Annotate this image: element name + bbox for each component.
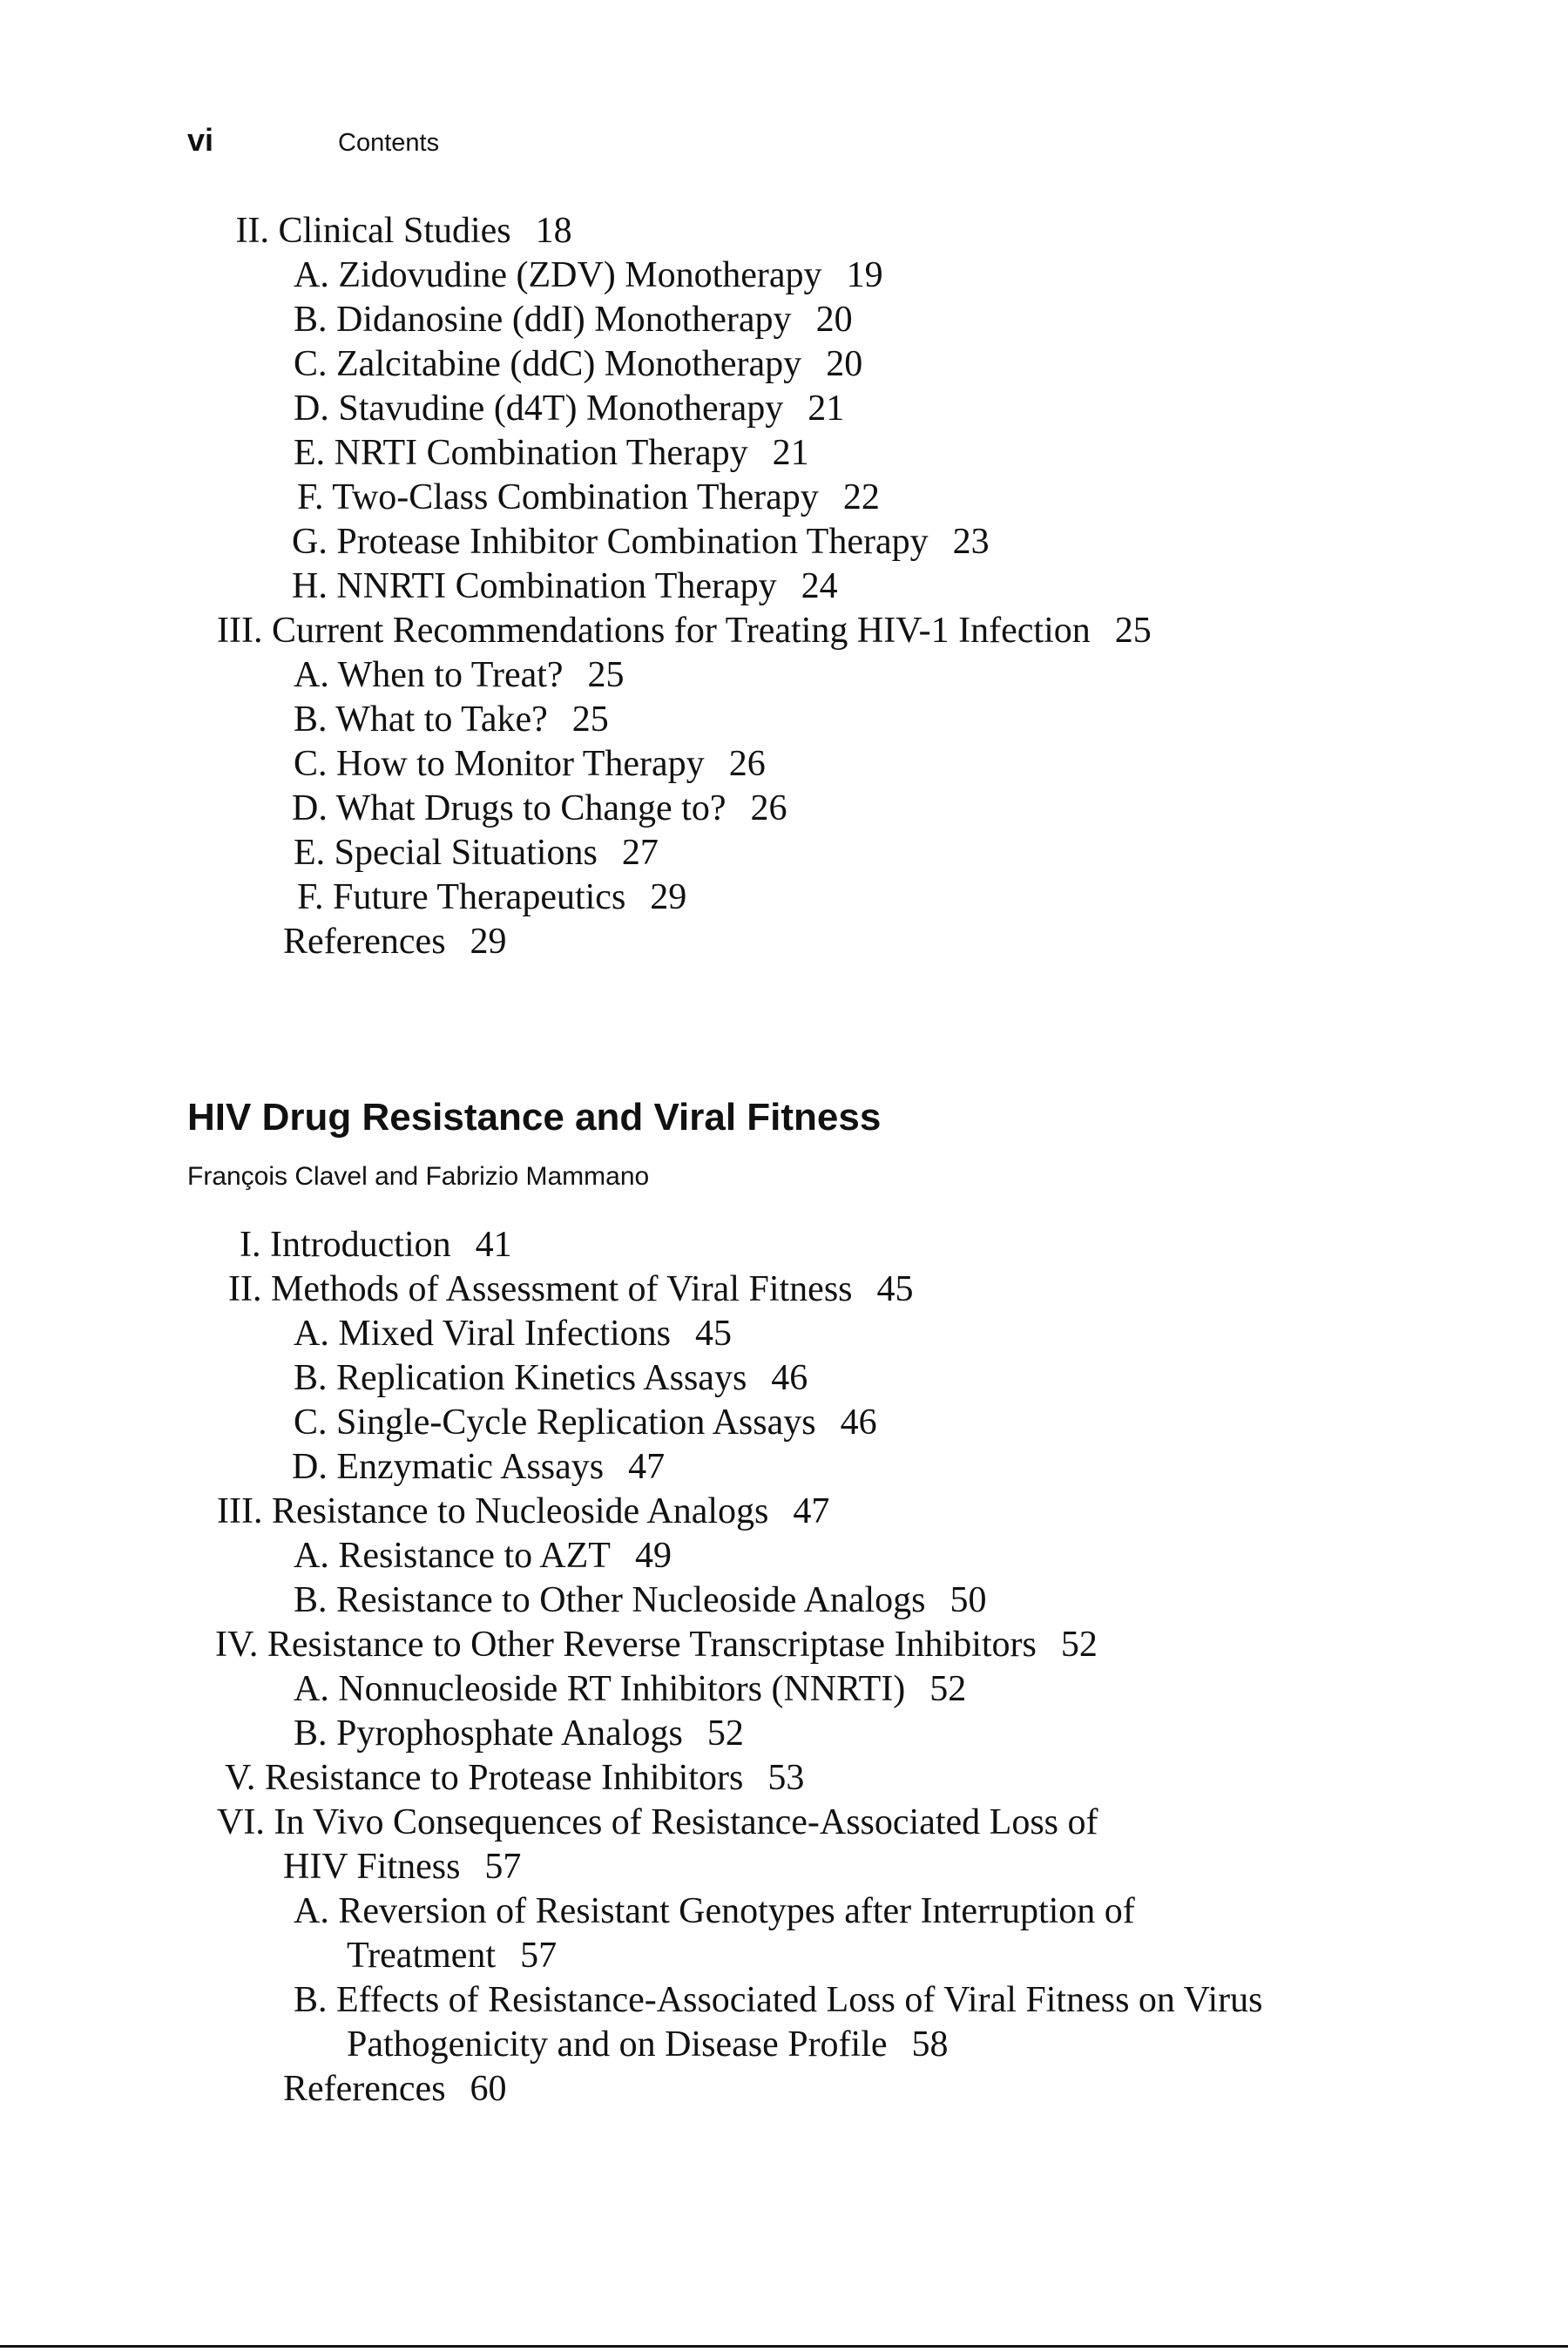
toc-page: 19 [846, 255, 883, 295]
toc-row [215, 1626, 1098, 1663]
toc-page: 26 [728, 744, 766, 784]
toc-title: Pyrophosphate Analogs [336, 1713, 683, 1754]
toc-title: References [283, 2069, 446, 2109]
toc-title: Mixed Viral Infections [338, 1314, 671, 1354]
toc-number: V. [225, 1758, 256, 1798]
toc-number: B. [294, 1980, 328, 2020]
toc-row [240, 1227, 512, 1263]
toc-title: Resistance to Protease Inhibitors [264, 1758, 744, 1798]
toc-page: 60 [470, 2069, 507, 2109]
toc-number: F. [297, 477, 324, 517]
toc-number: D. [292, 788, 328, 828]
toc-title: Didanosine (ddI) Monotherapy [336, 300, 792, 340]
toc-row [294, 1538, 672, 1574]
page-number-label: vi [187, 122, 214, 158]
toc-number: E. [294, 833, 326, 873]
toc-number: III. [217, 611, 263, 651]
toc-title: Reversion of Resistant Genotypes after Interruption of [338, 1891, 1135, 1931]
toc-row [294, 1715, 744, 1752]
toc-number: B. [294, 700, 328, 740]
toc-number: III. [217, 1491, 263, 1531]
toc-number: I. [240, 1225, 261, 1265]
toc-page: 52 [929, 1669, 967, 1709]
toc-row [294, 346, 862, 382]
toc-page: 25 [571, 700, 609, 740]
toc-row [283, 2071, 507, 2107]
toc-title: Protease Inhibitor Combination Therapy [336, 522, 929, 562]
toc-number: IV. [215, 1625, 259, 1665]
toc-number: D. [292, 1447, 328, 1487]
toc-number: VI. [217, 1802, 265, 1842]
toc-page: 22 [842, 477, 880, 517]
toc-page: 25 [587, 655, 625, 695]
toc-number: C. [294, 1402, 328, 1443]
toc-row [294, 390, 844, 427]
toc-page: 20 [815, 300, 853, 340]
toc-row [294, 1404, 877, 1441]
toc-row [292, 524, 990, 560]
toc-title: Nonnucleoside RT Inhibitors (NNRTI) [338, 1669, 906, 1709]
toc-page: 46 [771, 1358, 808, 1398]
toc-row [294, 746, 766, 782]
toc-number: A. [294, 1536, 329, 1576]
toc-title: Resistance to Other Nucleoside Analogs [336, 1580, 926, 1620]
toc-page: 45 [876, 1269, 914, 1309]
toc-row [294, 257, 883, 294]
toc-row [294, 1315, 732, 1352]
toc-title: NRTI Combination Therapy [334, 433, 748, 473]
toc-row [294, 435, 809, 471]
toc-row [294, 701, 609, 738]
toc-title: NNRTI Combination Therapy [336, 566, 777, 606]
toc-page: 24 [801, 566, 838, 606]
toc-title: References [283, 922, 446, 962]
toc-title: Zidovudine (ZDV) Monotherapy [338, 255, 822, 295]
toc-title: Replication Kinetics Assays [336, 1358, 747, 1398]
toc-title: Clinical Studies [278, 211, 511, 251]
toc-page: 46 [840, 1402, 877, 1443]
toc-title: In Vivo Consequences of Resistance-Associated Loss of [274, 1802, 1098, 1842]
toc-number: D. [294, 389, 329, 429]
toc-row [283, 1848, 521, 1885]
toc-row [347, 1937, 557, 1974]
toc-page: 52 [706, 1713, 744, 1754]
toc-row [225, 1760, 804, 1796]
toc-row [347, 2026, 949, 2063]
toc-number: H. [292, 566, 328, 606]
toc-title: Enzymatic Assays [336, 1447, 605, 1487]
toc-page: 20 [826, 344, 863, 384]
toc-number: II. [235, 211, 269, 251]
toc-row [217, 612, 1152, 649]
chapter-authors: François Clavel and Fabrizio Mammano [187, 1162, 650, 1191]
toc-page: 45 [694, 1314, 732, 1354]
toc-number: G. [292, 522, 328, 562]
toc-number: A. [294, 1891, 329, 1931]
toc-page: 26 [750, 788, 787, 828]
toc-title: How to Monitor Therapy [336, 744, 705, 784]
toc-number: A. [294, 255, 329, 295]
toc-page: 49 [634, 1536, 672, 1576]
toc-title: Methods of Assessment of Viral Fitness [270, 1269, 853, 1309]
toc-row [294, 1360, 808, 1396]
toc-page: 41 [475, 1225, 512, 1265]
toc-row [217, 1493, 829, 1530]
toc-number: B. [294, 1713, 328, 1754]
toc-title: Introduction [270, 1225, 451, 1265]
toc-row [283, 923, 507, 960]
toc-page: 47 [793, 1491, 830, 1531]
toc-number: F. [297, 877, 324, 917]
toc-title: Future Therapeutics [333, 877, 626, 917]
toc-row [297, 879, 686, 916]
toc-number: E. [294, 433, 326, 473]
toc-page: 29 [470, 922, 507, 962]
toc-row [294, 1582, 987, 1619]
toc-title: What to Take? [335, 700, 548, 740]
toc-row [294, 657, 625, 693]
toc-title: Stavudine (d4T) Monotherapy [338, 389, 784, 429]
toc-row [292, 790, 787, 827]
toc-title: Pathogenicity and on Disease Profile [347, 2024, 888, 2065]
toc-page: 27 [621, 833, 659, 873]
toc-title: When to Treat? [337, 655, 564, 695]
toc-page: 47 [628, 1447, 666, 1487]
toc-row [294, 301, 853, 338]
toc-row [186, 213, 572, 249]
toc-row [292, 568, 838, 605]
toc-row [294, 1982, 1262, 2018]
chapter-title: HIV Drug Resistance and Viral Fitness [187, 1096, 882, 1139]
toc-number: C. [294, 344, 328, 384]
toc-page: 57 [520, 1936, 558, 1976]
toc-page: 53 [767, 1758, 805, 1798]
toc-number: B. [294, 1358, 328, 1398]
toc-row [294, 835, 659, 871]
toc-page: 21 [808, 389, 845, 429]
toc-title: What Drugs to Change to? [335, 788, 727, 828]
toc-number: A. [294, 1314, 329, 1354]
toc-row [228, 1271, 914, 1308]
toc-number: A. [294, 655, 329, 695]
running-title: Contents [338, 129, 440, 157]
toc-number: A. [294, 1669, 329, 1709]
toc-page: 18 [535, 211, 572, 251]
toc-number: C. [294, 744, 328, 784]
toc-row [292, 1449, 665, 1485]
toc-page: 23 [952, 522, 990, 562]
toc-title: Resistance to Other Reverse Transcriptase Inhibitors [267, 1625, 1037, 1665]
toc-page: 50 [950, 1580, 987, 1620]
bottom-rule [0, 2345, 1568, 2348]
toc-title: Current Recommendations for Treating HIV-1 Infection [271, 611, 1091, 651]
toc-row [294, 1671, 966, 1707]
toc-title: Two-Class Combination Therapy [332, 477, 819, 517]
toc-title: Resistance to Nucleoside Analogs [271, 1491, 769, 1531]
toc-title: Treatment [347, 1936, 497, 1976]
toc-title: Zalcitabine (ddC) Monotherapy [336, 344, 802, 384]
toc-page: 57 [484, 1847, 522, 1887]
toc-page: 25 [1114, 611, 1152, 651]
toc-page: 21 [772, 433, 809, 473]
toc-page: 52 [1060, 1625, 1098, 1665]
toc-page: 29 [650, 877, 687, 917]
toc-number: II. [228, 1269, 262, 1309]
toc-title: Single-Cycle Replication Assays [336, 1402, 816, 1443]
toc-row [297, 479, 880, 516]
toc-title: Resistance to AZT [338, 1536, 611, 1576]
toc-title: HIV Fitness [283, 1847, 461, 1887]
toc-title: Special Situations [334, 833, 598, 873]
toc-page: 58 [911, 2024, 949, 2065]
toc-title: Effects of Resistance-Associated Loss of Viral Fitness on Virus [336, 1980, 1263, 2020]
toc-row [294, 1893, 1135, 1930]
toc-number: B. [294, 300, 328, 340]
toc-row [217, 1804, 1098, 1841]
toc-number: B. [294, 1580, 328, 1620]
